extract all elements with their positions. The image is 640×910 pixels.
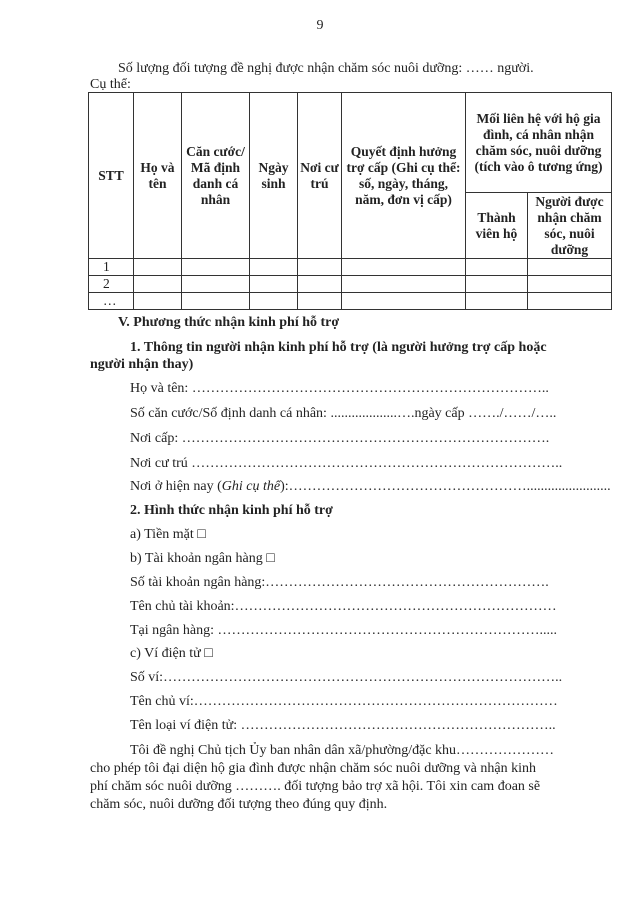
current-prefix: Nơi ở hiện nay ( xyxy=(130,479,222,494)
recipient-current-field xyxy=(130,478,611,496)
table-row xyxy=(89,293,612,310)
bank-account-number-field: Số tài khoản ngân hàng:……………………………………………………. xyxy=(130,575,549,590)
option-bank: b) Tài khoản ngân hàng □ xyxy=(130,551,275,566)
header-stt: STT xyxy=(89,93,134,259)
section5-sub1: 1. Thông tin người nhận kinh phí hỗ trợ (là người hưởng trợ cấp hoặc xyxy=(130,340,547,355)
row-stt: 2 xyxy=(89,276,134,293)
header-relation: Mối liên hệ với hộ gia đình, cá nhân nhận chăm sóc, nuôi dưỡng (tích vào ô tương ứng) xyxy=(466,93,612,193)
wallet-type-field: Tên loại ví điện tử: ………………………………………………………….. xyxy=(130,718,556,733)
header-id: Căn cước/ Mã định danh cá nhân xyxy=(182,93,250,259)
wallet-number-field: Số ví:………………………………………………………………………….. xyxy=(130,670,563,685)
recipient-residence-field: Nơi cư trú …………………………………………………………………….. xyxy=(130,456,563,471)
current-suffix: ):……………………………………………........................ xyxy=(280,479,611,494)
section5-sub2: 2. Hình thức nhận kinh phí hỗ trợ xyxy=(130,503,333,518)
current-note: Ghi cụ thể xyxy=(221,479,281,494)
closing-line-2: cho phép tôi đại diện hộ gia đình được nhận chăm sóc nuôi dưỡng và nhận kinh xyxy=(90,761,537,776)
table-row xyxy=(89,276,612,293)
section5-sub1-cont: người nhận thay) xyxy=(90,357,194,372)
header-name: Họ và tên xyxy=(134,93,182,259)
closing-line-3: phí chăm sóc nuôi dưỡng ………. đối tượng bảo trợ xã hội. Tôi xin cam đoan sẽ xyxy=(90,779,541,794)
option-wallet: c) Ví điện tử □ xyxy=(130,646,213,661)
option-cash: a) Tiền mặt □ xyxy=(130,527,206,542)
closing-line-4: chăm sóc, nuôi dưỡng đối tượng theo đúng quy định. xyxy=(90,797,388,812)
header-residence: Nơi cư trú xyxy=(298,93,342,259)
wallet-owner-field: Tên chủ ví:…………………………………………………………………… xyxy=(130,694,558,709)
bank-account-owner-field: Tên chủ tài khoản:…………………………………………………………… xyxy=(130,599,557,614)
header-decision: Quyết định hưởng trợ cấp (Ghi cụ thể: số, ngày, tháng, năm, đơn vị cấp) xyxy=(342,93,466,259)
row-stt: 1 xyxy=(89,259,134,276)
bank-name-field: Tại ngân hàng: ……………………………………………………………..... xyxy=(130,623,557,638)
details-label: Cụ thể: xyxy=(90,77,131,92)
beneficiary-table xyxy=(88,92,612,310)
table-row xyxy=(89,259,612,276)
recipient-id-field: Số căn cước/Số định danh cá nhân: ...................….ngày cấp ……./……/….. xyxy=(130,406,557,421)
header-dob: Ngày sinh xyxy=(250,93,298,259)
section5-title: V. Phương thức nhận kinh phí hỗ trợ xyxy=(118,315,340,330)
closing-line-1: Tôi đề nghị Chủ tịch Ủy ban nhân dân xã/phường/đặc khu………………… xyxy=(130,743,555,758)
recipient-issued-field: Nơi cấp: ……………………………………………………………………. xyxy=(130,431,550,446)
header-caregiver: Người được nhận chăm sóc, nuôi dưỡng xyxy=(528,193,612,259)
page-number: 9 xyxy=(316,18,324,33)
row-stt: … xyxy=(89,293,134,310)
header-member: Thành viên hộ xyxy=(466,193,528,259)
subject-count-line: Số lượng đối tượng đề nghị được nhận chăm sóc nuôi dưỡng: …… người. xyxy=(118,61,534,76)
recipient-name-field: Họ và tên: ………………………………………………………………….. xyxy=(130,381,549,396)
